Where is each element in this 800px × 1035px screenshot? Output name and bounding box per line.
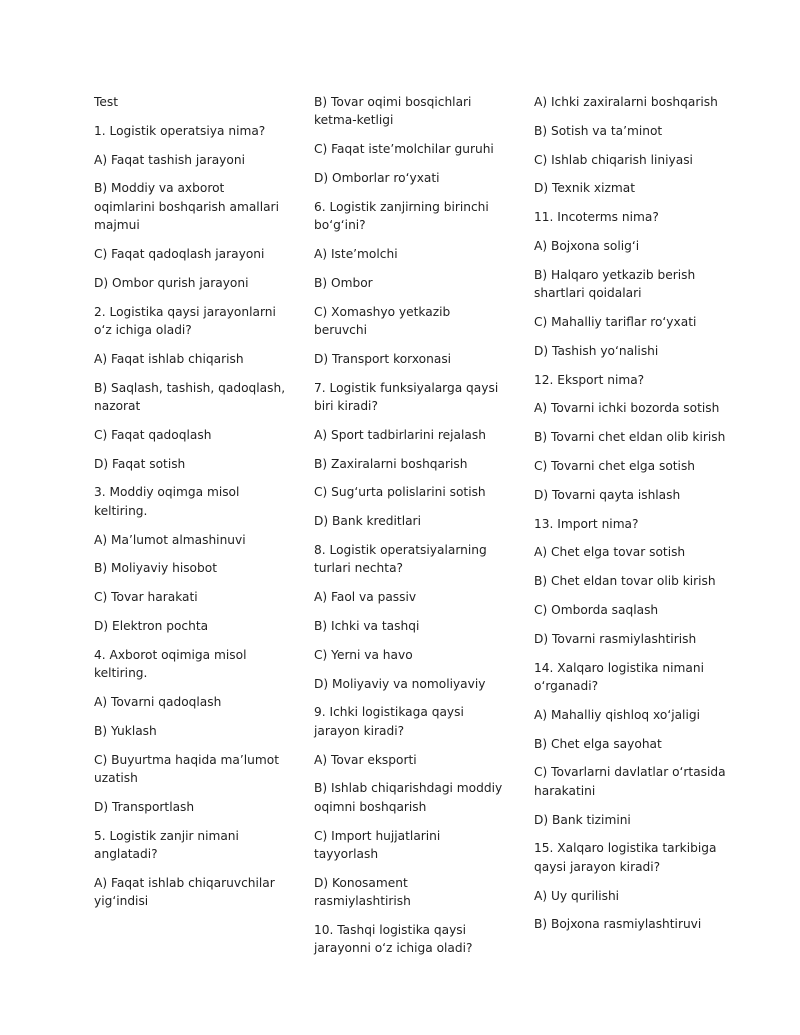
column-3: [534, 93, 734, 944]
text-line: A) Ichki zaxiralarni boshqarish: [534, 95, 718, 109]
text-line: C) Mahalliy tariflar ro‘yxati: [534, 314, 697, 329]
text-line: D) Bank kreditlari: [314, 514, 421, 529]
text-line: A) Bojxona solig‘i: [534, 238, 640, 253]
text-line: 3. Moddiy oqimga misol keltiring.: [94, 485, 240, 518]
text-line: 13. Import nima?: [534, 516, 639, 531]
text-line: B) Sotish va ta’minot: [534, 123, 663, 138]
text-line: D) Transportlash: [94, 799, 195, 814]
text-line: 7. Logistik funksiyalarga qaysi biri kiradi?: [314, 380, 499, 413]
text-line: C) Tovar harakati: [94, 590, 198, 605]
text-line: C) Ishlab chiqarish liniyasi: [534, 152, 693, 167]
text-line: C) Omborda saqlash: [534, 602, 659, 617]
text-line: B) Chet elga sayohat: [534, 736, 662, 751]
text-line: D) Bank tizimini: [534, 812, 631, 827]
text-line: B) Ichki va tashqi: [314, 618, 420, 633]
text-line: C) Buyurtma haqida ma’lumot uzatish: [94, 752, 279, 785]
text-line: C) Xomashyo yetkazib beruvchi: [314, 304, 451, 337]
text-line: D) Konosament rasmiylashtirish: [314, 875, 411, 909]
text-line: D) Omborlar ro‘yxati: [314, 171, 440, 185]
text-line: A) Faol va passiv: [314, 590, 417, 605]
text-line: 6. Logistik zanjirning birinchi bo‘g‘ini?: [314, 199, 489, 233]
text-line: D) Faqat sotish: [94, 456, 186, 471]
text-line: 11. Incoterms nima?: [534, 210, 659, 225]
text-line: D) Tashish yo‘nalishi: [534, 343, 659, 358]
text-line: A) Chet elga tovar sotish: [534, 545, 686, 560]
text-line: C) Faqat qadoqlash jarayoni: [94, 247, 265, 261]
text-line: 4. Axborot oqimiga misol keltiring.: [94, 647, 247, 681]
text-line: A) Faqat ishlab chiqarish: [94, 351, 244, 366]
text-line: A) Ma’lumot almashinuvi: [94, 532, 246, 547]
text-line: D) Elektron pochta: [94, 618, 209, 633]
text-line: D) Transport korxonasi: [314, 351, 452, 366]
text-line: B) Tovar oqimi bosqichlari ketma-ketligi: [314, 95, 472, 128]
text-line: C) Faqat iste’molchilar guruhi: [314, 142, 494, 157]
text-line: D) Tovarni qayta ishlash: [534, 487, 681, 502]
text-line: A) Sport tadbirlarini rejalash: [314, 427, 486, 442]
text-line: A) Iste’molchi: [314, 247, 398, 261]
text-line: D) Texnik xizmat: [534, 181, 636, 196]
text-line: D) Ombor qurish jarayoni: [94, 275, 249, 290]
text-line: 14. Xalqaro logistika nimani o‘rganadi?: [534, 660, 704, 693]
text-line: 12. Eksport nima?: [534, 372, 645, 387]
text-line: 15. Xalqaro logistika tarkibiga qaysi jarayon kiradi?: [534, 841, 717, 874]
text-line: 10. Tashqi logistika qaysi jarayonni o‘z ichiga oladi?: [314, 922, 473, 956]
column-2: [314, 93, 506, 968]
text-line: C) Tovarni chet elga sotish: [534, 458, 696, 473]
text-line: 8. Logistik operatsiyalarning turlari nechta?: [314, 542, 487, 576]
text-line: B) Moddiy va axborot oqimlarini boshqarish amallari majmui: [94, 181, 279, 233]
text-line: A) Faqat ishlab chiqaruvchilar yig‘indisi: [94, 875, 275, 909]
text-line: B) Ishlab chiqarishdagi moddiy oqimni boshqarish: [314, 781, 503, 814]
text-line: C) Sug‘urta polislarini sotish: [314, 485, 486, 500]
text-line: A) Tovar eksporti: [314, 752, 417, 767]
text-line: B) Zaxiralarni boshqarish: [314, 456, 468, 471]
text-line: B) Saqlash, tashish, qadoqlash, nazorat: [94, 380, 286, 413]
text-line: B) Bojxona rasmiylashtiruvi: [534, 917, 702, 932]
text-line: 2. Logistika qaysi jarayonlarni o‘z ichiga oladi?: [94, 304, 276, 337]
document-title: Test: [94, 95, 118, 109]
text-line: 1. Logistik operatsiya nima?: [94, 123, 266, 138]
column-1: [94, 93, 286, 921]
text-line: C) Faqat qadoqlash: [94, 427, 212, 442]
text-line: 9. Ichki logistikaga qaysi jarayon kiradi?: [314, 705, 464, 738]
text-line: A) Mahalliy qishloq xo‘jaligi: [534, 707, 700, 722]
text-line: A) Tovarni ichki bozorda sotish: [534, 401, 720, 416]
text-line: D) Moliyaviy va nomoliyaviy: [314, 676, 486, 691]
text-line: A) Uy qurilishi: [534, 888, 620, 903]
text-line: C) Tovarlarni davlatlar o‘rtasida harakatini: [534, 765, 726, 798]
text-line: C) Yerni va havo: [314, 647, 413, 662]
text-line: B) Ombor: [314, 275, 373, 290]
text-line: D) Tovarni rasmiylashtirish: [534, 631, 697, 646]
text-line: 5. Logistik zanjir nimani anglatadi?: [94, 828, 239, 861]
text-line: A) Faqat tashish jarayoni: [94, 152, 245, 167]
text-line: A) Tovarni qadoqlash: [94, 694, 222, 709]
text-line: B) Chet eldan tovar olib kirish: [534, 574, 716, 589]
text-line: B) Moliyaviy hisobot: [94, 561, 217, 576]
text-line: B) Yuklash: [94, 723, 157, 738]
text-line: B) Halqaro yetkazib berish shartlari qoidalari: [534, 267, 696, 301]
text-line: B) Tovarni chet eldan olib kirish: [534, 430, 726, 445]
text-line: C) Import hujjatlarini tayyorlash: [314, 828, 441, 861]
